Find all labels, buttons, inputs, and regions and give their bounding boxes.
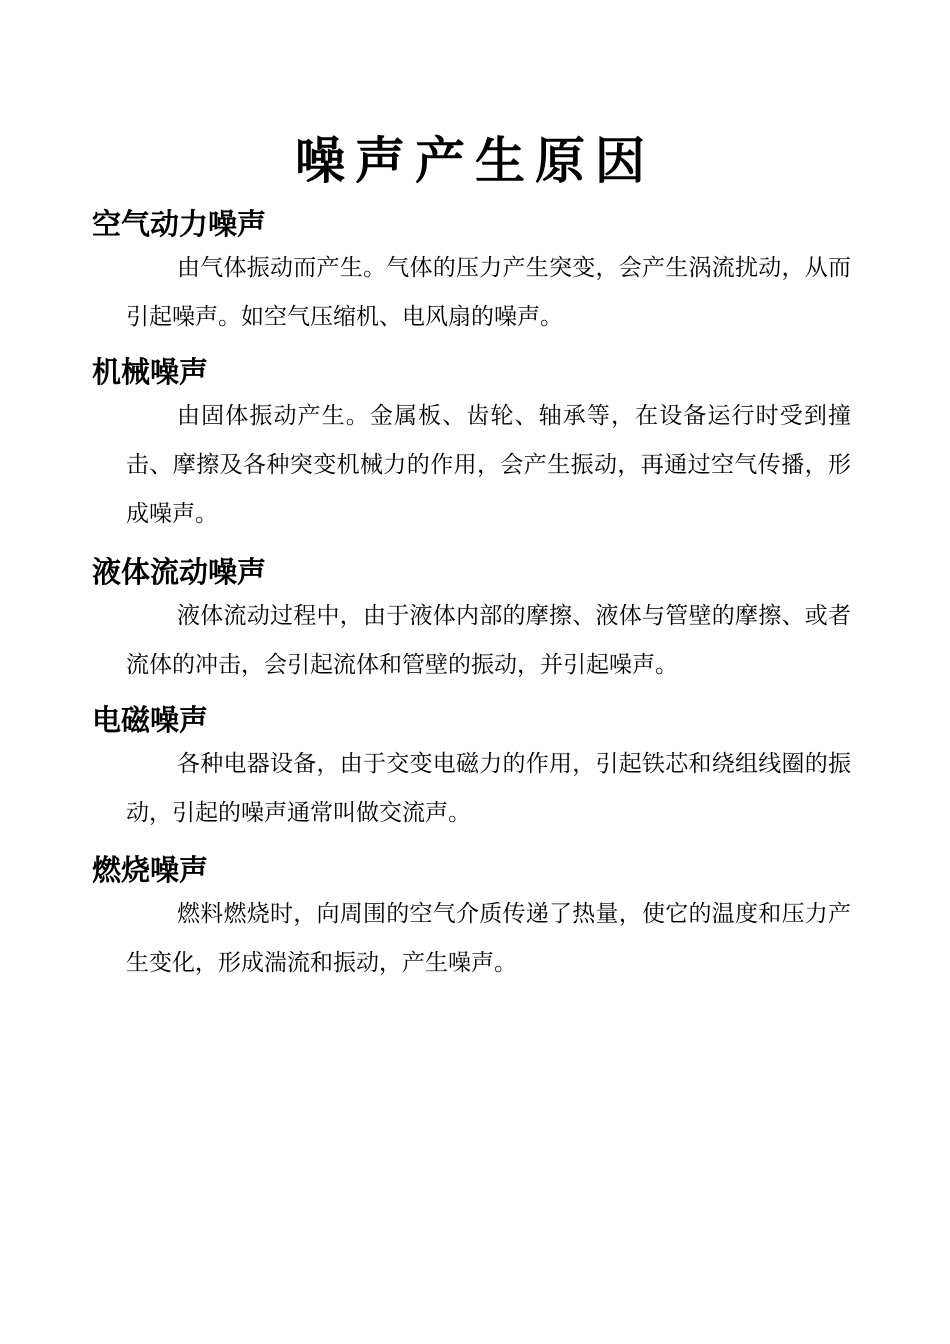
section-heading: 机械噪声: [92, 355, 209, 389]
section-mechanical-noise: [92, 352, 852, 539]
section-heading: 燃烧噪声: [92, 853, 209, 887]
section-heading: 电磁噪声: [92, 703, 209, 737]
section-body: 液体流动过程中，由于液体内部的摩擦、液体与管壁的摩擦、或者流体的冲击，会引起流体和管壁的振动，并引起噪声。: [126, 603, 851, 678]
section-body: 各种电器设备，由于交变电磁力的作用，引起铁芯和绕组线圈的振动，引起的噪声通常叫做交流声。: [126, 751, 851, 826]
page-title: 噪声产生原因: [295, 131, 655, 190]
section-body: 由气体振动而产生。气体的压力产生突变，会产生涡流扰动，从而引起噪声。如空气压缩机、电风扇的噪声。: [126, 255, 851, 330]
section-body: 燃料燃烧时，向周围的空气介质传递了热量，使它的温度和压力产生变化，形成湍流和振动，产生噪声。: [126, 901, 851, 976]
section-heading: 空气动力噪声: [92, 207, 267, 241]
section-liquid-flow-noise: [92, 552, 852, 690]
section-body: 由固体振动产生。金属板、齿轮、轴承等，在设备运行时受到撞击、摩擦及各种突变机械力的作用，会产生振动，再通过空气传播，形成噪声。: [126, 403, 851, 527]
section-electromagnetic-noise: [92, 700, 852, 838]
section-heading: 液体流动噪声: [92, 555, 267, 589]
section-aerodynamic-noise: [92, 204, 852, 342]
section-combustion-noise: [92, 850, 852, 988]
